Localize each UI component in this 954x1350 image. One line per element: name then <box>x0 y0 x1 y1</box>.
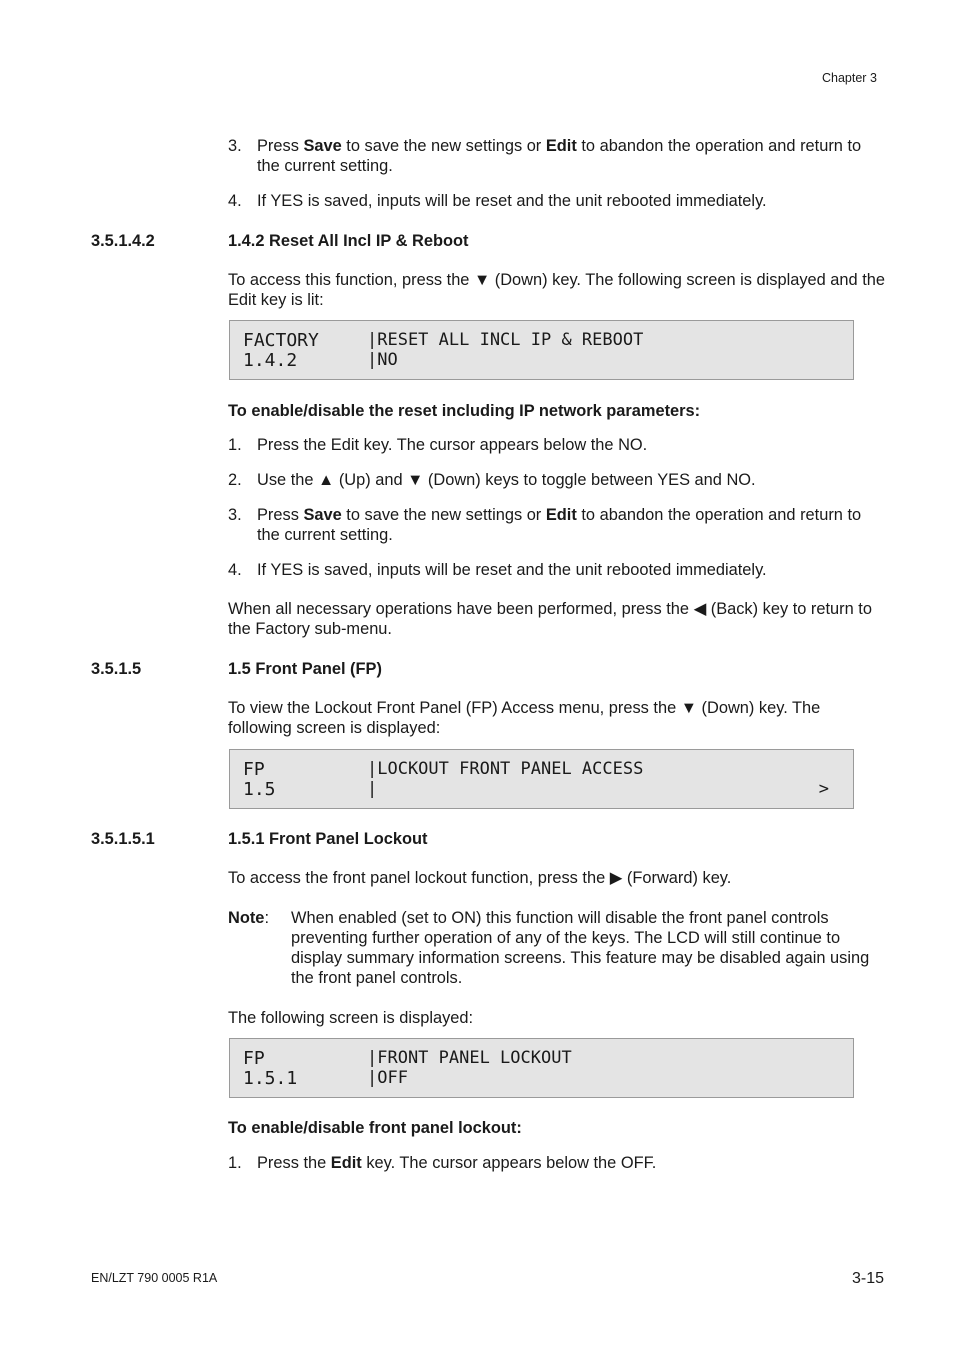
lcd-value: |NO <box>367 350 398 370</box>
list-item: Press Save to save the new settings or Edit to abandon the operation and return to the current setting. <box>257 137 862 175</box>
lcd-screen-fp <box>229 749 854 809</box>
list-item: If YES is saved, inputs will be reset and the unit rebooted immediately. <box>257 192 767 210</box>
list-number: 2. <box>228 471 242 489</box>
subheading: To enable/disable the reset including IP network parameters: <box>228 402 701 420</box>
forward-arrow-icon: > <box>818 779 829 799</box>
lcd-menu-number: 1.4.2 <box>243 350 298 371</box>
lcd-value: | <box>367 779 378 799</box>
lcd-menu-name: FP <box>243 1048 265 1069</box>
list-number: 3. <box>228 506 242 524</box>
lcd-value: |OFF <box>367 1068 408 1088</box>
lcd-screen-factory <box>229 320 854 380</box>
list-number: 3. <box>228 137 242 155</box>
section-number: 3.5.1.5.1 <box>91 830 155 848</box>
list-item: Press Save to save the new settings or Edit to abandon the operation and return to the current setting. <box>257 506 862 544</box>
document-id: EN/LZT 790 0005 R1A <box>91 1271 218 1285</box>
list-item: If YES is saved, inputs will be reset and the unit rebooted immediately. <box>257 561 767 579</box>
note-label: Note: <box>228 909 269 927</box>
lcd-screen-lockout <box>229 1038 854 1098</box>
lcd-menu-number: 1.5 <box>243 779 276 800</box>
list-number: 1. <box>228 1154 242 1172</box>
note-text: When enabled (set to ON) this function will disable the front panel controls preventing further operation of any of the keys. The LCD will still continue to display summary information screens. This feature may be disabled again using the front panel controls. <box>291 909 870 987</box>
list-number: 1. <box>228 436 242 454</box>
page-number: 3-15 <box>852 1270 885 1287</box>
lcd-menu-number: 1.5.1 <box>243 1068 298 1089</box>
section-number: 3.5.1.5 <box>91 660 142 678</box>
subheading: To enable/disable front panel lockout: <box>228 1119 522 1137</box>
section-number: 3.5.1.4.2 <box>91 232 155 250</box>
intro-paragraph: To access the front panel lockout function, press the ▶ (Forward) key. <box>228 869 732 887</box>
list-item: Press the Edit key. The cursor appears below the NO. <box>257 436 648 454</box>
chapter-header: Chapter 3 <box>822 71 877 85</box>
section-title: 1.4.2 Reset All Incl IP & Reboot <box>228 232 469 250</box>
section-title: 1.5.1 Front Panel Lockout <box>228 830 428 848</box>
list-item: Press the Edit key. The cursor appears below the OFF. <box>257 1154 657 1172</box>
list-item: Use the ▲ (Up) and ▼ (Down) keys to toggle between YES and NO. <box>257 471 756 489</box>
lcd-menu-name: FP <box>243 759 265 780</box>
section-title: 1.5 Front Panel (FP) <box>228 660 382 678</box>
intro-paragraph: To view the Lockout Front Panel (FP) Access menu, press the ▼ (Down) key. The following screen is displayed: <box>228 699 821 737</box>
lcd-function: |LOCKOUT FRONT PANEL ACCESS <box>367 759 644 779</box>
lcd-menu-name: FACTORY <box>243 330 319 351</box>
lcd-function: |RESET ALL INCL IP & REBOOT <box>367 330 644 350</box>
list-number: 4. <box>228 192 242 210</box>
lcd-function: |FRONT PANEL LOCKOUT <box>367 1048 572 1068</box>
following-paragraph: The following screen is displayed: <box>228 1009 474 1027</box>
intro-paragraph: To access this function, press the ▼ (Down) key. The following screen is displayed and the Edit key is lit: <box>228 271 885 309</box>
closing-paragraph: When all necessary operations have been performed, press the ◀ (Back) key to return to the Factory sub-menu. <box>228 600 872 638</box>
list-number: 4. <box>228 561 242 579</box>
